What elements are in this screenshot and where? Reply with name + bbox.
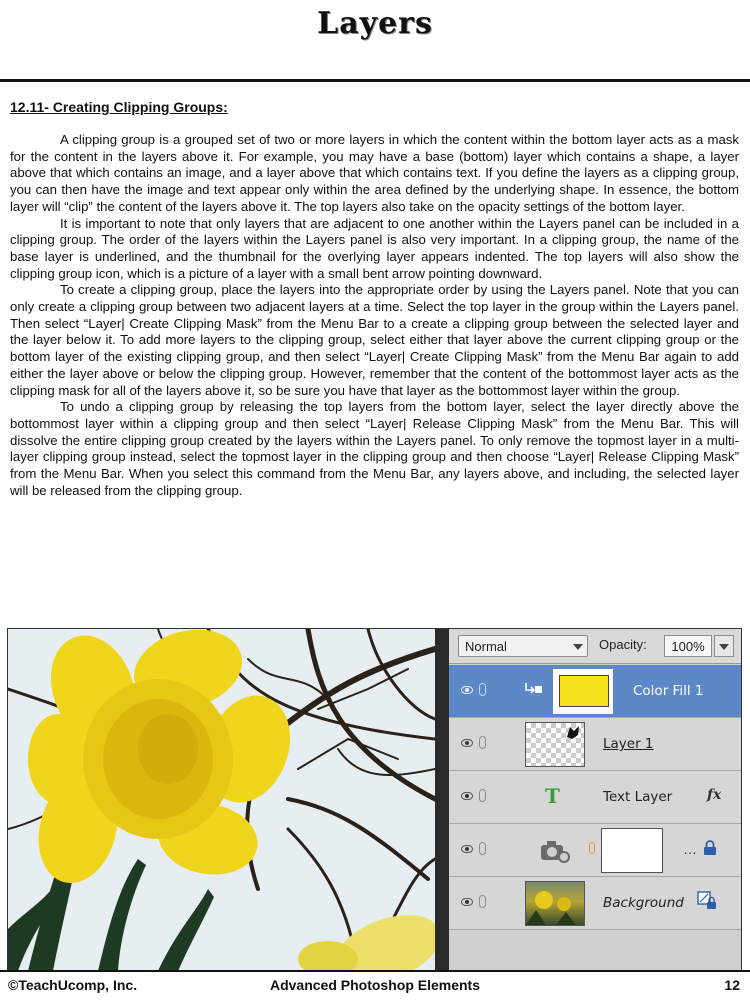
fill-color-swatch xyxy=(559,675,609,707)
footer-rule xyxy=(0,970,750,972)
opacity-label: Opacity: xyxy=(599,637,647,652)
layer-name: Background xyxy=(603,895,684,911)
mask-link-icon[interactable] xyxy=(589,842,595,854)
layer-thumbnail xyxy=(525,881,585,926)
paragraph: It is important to note that only layers that are adjacent to one another within the Layers panel can be included in a clipping group. The order of the layers within the Layers panel is also very important. In a clipping group, the name of the base layer is underlined, and the thumbnail for the overlying layer appears indented. The top layers will also show the clipping group icon, which is a picture of a layer with a small bent arrow pointing downward. xyxy=(10,215,739,281)
blend-mode-select[interactable] xyxy=(458,635,588,657)
background-thumbnail-image xyxy=(526,882,584,925)
link-icon[interactable] xyxy=(479,683,486,696)
clipping-group-icon xyxy=(523,681,543,697)
footer-page-number: 12 xyxy=(724,977,740,993)
header-rule xyxy=(0,79,750,82)
layers-panel-toolbar xyxy=(449,629,741,664)
link-icon[interactable] xyxy=(479,842,486,855)
layer-name: Color Fill 1 xyxy=(633,683,704,699)
lock-icon[interactable] xyxy=(703,840,717,856)
layer-name: Layer 1 xyxy=(603,736,654,752)
panel-divider xyxy=(435,629,449,971)
more-dots-icon: … xyxy=(683,841,697,857)
visibility-eye-icon[interactable] xyxy=(461,739,473,747)
opacity-input[interactable]: 100% xyxy=(664,635,712,657)
link-icon[interactable] xyxy=(479,789,486,802)
page-title: Layers xyxy=(317,6,433,41)
background-lock-icon[interactable] xyxy=(697,891,717,911)
layer-row-mask[interactable] xyxy=(449,824,741,877)
paragraph: To undo a clipping group by releasing the top layers from the bottom layer, select the layer directly above the bottommost layer within a clipping group and then select “Layer| Release Clipping Mask” from the Menu Bar. This will dissolve the entire clipping group created by the layers within the Layers panel. To only remove the topmost layer in a multi-layer clipping group instead, select the topmost layer in the clipping group and then choose “Layer| Release Clipping Mask” from the Menu Bar. When you select this command from the Menu Bar, any layers above, and including, the selected layer will be released from the clipping group. xyxy=(10,399,739,498)
layer-name: Text Layer xyxy=(603,789,673,805)
layer-row-color-fill[interactable] xyxy=(449,665,741,718)
footer-copyright: ©TeachUcomp, Inc. xyxy=(8,977,138,993)
flower-silhouette-icon xyxy=(564,725,582,741)
camera-icon xyxy=(539,838,571,864)
layers-screenshot-figure xyxy=(7,628,742,972)
visibility-eye-icon[interactable] xyxy=(461,898,473,906)
text-layer-icon: T xyxy=(545,784,560,808)
link-icon[interactable] xyxy=(479,736,486,749)
paragraph: A clipping group is a grouped set of two or more layers in which the content within the bottom layer acts as a mask for the content in the layers above it. For example, you may have a base (bottom) layer which contains a shape, a layer above that which contains an image, and a layer above that which contains text. If you define the layers as a clipping group, you can then have the image and text appear only within the area defined by the underlying shape. In essence, the bottom layer will “clip” the content of the layers above it. The top layers also take on the opacity settings of the bottom layer. xyxy=(10,132,739,214)
visibility-eye-icon[interactable] xyxy=(461,686,473,694)
layer-row-layer-1[interactable] xyxy=(449,718,741,771)
layers-panel xyxy=(449,629,741,971)
layer-row-background[interactable] xyxy=(449,877,741,930)
layer-mask-thumbnail xyxy=(601,828,663,873)
chevron-down-icon xyxy=(573,644,583,650)
paragraph: To create a clipping group, place the layers into the appropriate order by using the Layers panel. Note that you can only create a clipping group between two adjacent layers at a time. Select the top layer in the group within the Layers panel. Then select “Layer| Create Clipping Mask” from the Menu Bar to a create a clipping group between the selected layer and the layer below it. To add more layers to the clipping group, select either that layer above the current clipping group or the bottom layer of the existing clipping group, and then select “Layer| Create Clipping Mask” from the Menu Bar again to add either the layer above or below the clipping group. However, remember that the content of the bottommost layer acts as the clipping mask for all of the layers above it, so be sure you have that layer as the bottommost layer within the group. xyxy=(10,282,739,398)
layer-thumbnail xyxy=(525,722,585,767)
daffodil-photo xyxy=(8,629,435,971)
daffodil-image xyxy=(8,629,435,971)
layer-row-text[interactable] xyxy=(449,771,741,824)
link-icon[interactable] xyxy=(479,895,486,908)
body-text xyxy=(10,132,739,499)
chevron-down-icon xyxy=(719,644,729,650)
opacity-dropdown-button[interactable] xyxy=(714,635,734,657)
footer-book-title: Advanced Photoshop Elements xyxy=(269,977,481,993)
fx-icon[interactable]: fx xyxy=(707,787,722,803)
visibility-eye-icon[interactable] xyxy=(461,792,473,800)
layer-thumbnail xyxy=(553,669,613,714)
blend-mode-value: Normal xyxy=(465,639,507,654)
visibility-eye-icon[interactable] xyxy=(461,845,473,853)
page-footer xyxy=(0,977,750,997)
section-heading: 12.11- Creating Clipping Groups: xyxy=(10,99,228,115)
